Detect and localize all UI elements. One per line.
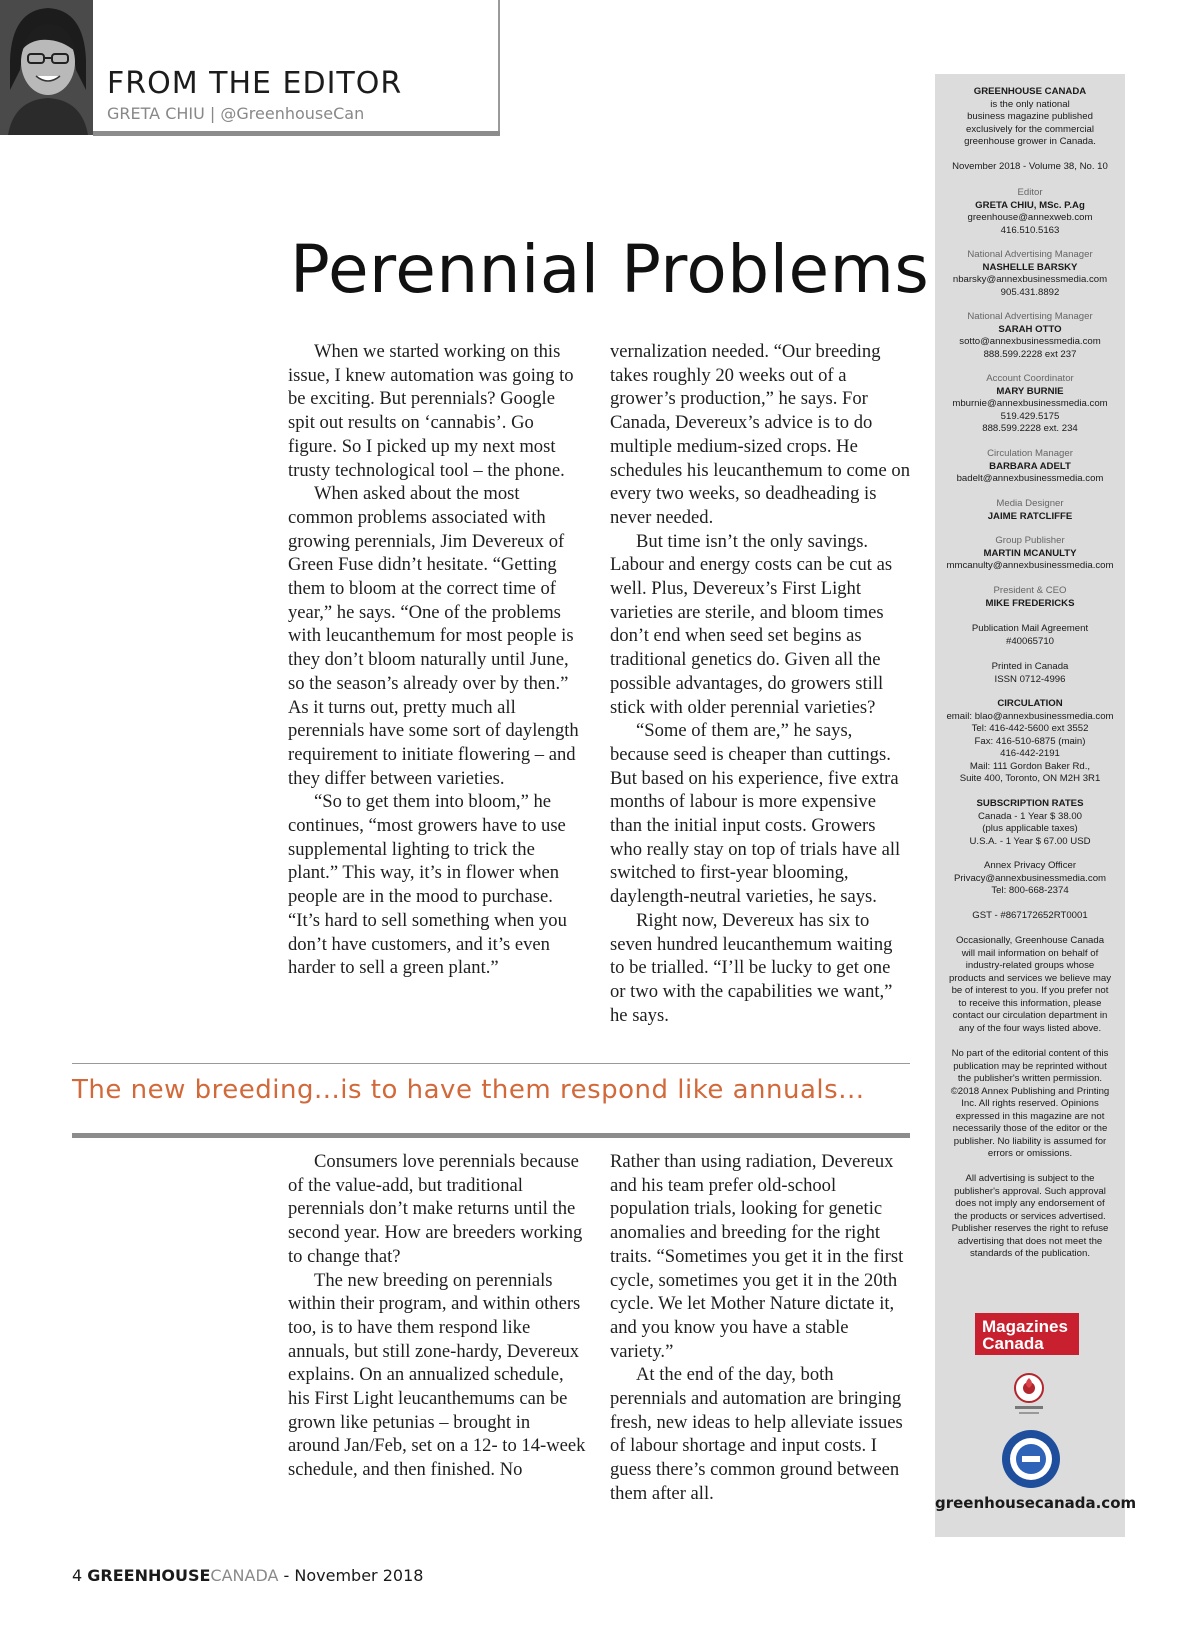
subscription-info bbox=[935, 798, 1125, 848]
pull-quote: The new breeding...is to have them respond like annuals... bbox=[72, 1075, 865, 1105]
subscription-heading: SUBSCRIPTION RATES bbox=[976, 798, 1084, 809]
staff-role: Editor bbox=[1017, 187, 1043, 198]
editor-byline: GRETA CHIU | @GreenhouseCan bbox=[107, 104, 365, 123]
masthead-line: the products or services advertised. bbox=[954, 1210, 1106, 1222]
masthead-line: Printed in Canada bbox=[991, 661, 1069, 672]
logo-text-magazines: Magazines bbox=[982, 1317, 1068, 1336]
masthead-line: Annex Privacy Officer bbox=[983, 860, 1077, 871]
masthead-line: ©2018 Annex Publishing and Printing bbox=[950, 1085, 1110, 1097]
masthead-issue: November 2018 - Volume 38, No. 10 bbox=[952, 161, 1108, 172]
staff-role: Media Designer bbox=[996, 498, 1064, 509]
masthead-line: does not imply any endorsement of bbox=[955, 1198, 1105, 1209]
masthead-line: expressed in this magazine are not bbox=[955, 1110, 1105, 1122]
page-footer bbox=[72, 1566, 423, 1585]
staff-contact: 416.510.5163 bbox=[1000, 224, 1060, 236]
article-column-4 bbox=[610, 1150, 910, 1506]
masthead-line: business magazine published bbox=[967, 111, 1093, 122]
magazines-canada-logo bbox=[975, 1313, 1085, 1357]
page-number: 4 bbox=[72, 1566, 83, 1585]
paragraph: Consumers love perennials because of the value-add, but traditional perennials don’t make returns until the second year. How are breeders working to change that? bbox=[288, 1151, 583, 1267]
paragraph: “Some of them are,” he says, because seed is cheaper than cuttings. But based on his experience, five extra months of labour is more expensive than the initial input costs. Growers who really stay on top of trials have all switched to first-year blooming, daylength-neutral varieties, he says. bbox=[610, 720, 901, 908]
staff-contact: 905.431.8892 bbox=[1000, 286, 1060, 298]
gst-number: GST - #867172652RT0001 bbox=[972, 910, 1088, 921]
mail-agreement bbox=[935, 623, 1125, 648]
paragraph: vernalization needed. “Our breeding takes roughly 20 weeks out of a grower’s production,” he says. For Canada, Devereux’s advice is to do multiple medium-sized crops. He schedules his leucanthemum to come on every two weeks, so deadheading is never needed. bbox=[610, 341, 911, 528]
masthead-line: will mail information on behalf of bbox=[961, 947, 1099, 959]
staff-contact: greenhouse@annexweb.com bbox=[967, 212, 1093, 223]
masthead-line: No part of the editorial content of this bbox=[951, 1048, 1109, 1059]
masthead-line: 416-442-2191 bbox=[1000, 748, 1060, 759]
section-title: FROM THE EDITOR bbox=[107, 66, 403, 101]
masthead-line: Publisher reserves the right to refuse bbox=[951, 1223, 1109, 1234]
staff-media-designer bbox=[935, 498, 1125, 523]
masthead-line: #40065710 bbox=[1005, 635, 1055, 647]
masthead-line: to receive this information, please bbox=[958, 997, 1102, 1009]
masthead-line: greenhouse grower in Canada. bbox=[964, 136, 1096, 147]
staff-contact: nbarsky@annexbusinessmedia.com bbox=[952, 274, 1108, 285]
masthead-line: Privacy@annexbusinessmedia.com bbox=[953, 872, 1107, 884]
masthead-magazine-name: GREENHOUSE CANADA bbox=[973, 86, 1087, 97]
staff-role: National Advertising Manager bbox=[967, 311, 1093, 322]
masthead-line: publisher's approval. Such approval bbox=[954, 1185, 1106, 1197]
masthead-line: Mail: 111 Gordon Baker Rd., bbox=[969, 760, 1091, 772]
pullquote-rule-top bbox=[72, 1063, 910, 1064]
paragraph: The new breeding on perennials within their program, and within others too, is to have them respond like annuals, but still zone-hardy, Devereux explains. On an annualized schedule, his First Light leucanthemums can be grown like petunias – brought in around Jan/Feb, set on a 12- to 14-week schedule, and then finished. No bbox=[288, 1269, 586, 1481]
circulation-info bbox=[935, 698, 1125, 786]
printed-info bbox=[935, 661, 1125, 686]
article-column-3 bbox=[288, 1150, 586, 1482]
article-column-2 bbox=[610, 340, 910, 1027]
masthead-line: industry-related groups whose bbox=[965, 960, 1095, 971]
paragraph: Rather than using radiation, Devereux and his team prefer old-school population trials, looking for genetic anomalies and breeding for the right traits. “Sometimes you get it in the first cycle, sometimes you get it in the 20th cycle. We let Mother Nature dictate it, and you know you have a stable variety.” bbox=[610, 1151, 904, 1362]
staff-contact: 519.429.5175 bbox=[1000, 410, 1060, 422]
masthead-line: Fax: 416-510-6875 (main) bbox=[974, 735, 1086, 747]
staff-contact: mburnie@annexbusinessmedia.com bbox=[952, 398, 1108, 409]
masthead-line: ISSN 0712-4996 bbox=[994, 673, 1066, 685]
staff-role: National Advertising Manager bbox=[967, 249, 1093, 260]
staff-name: MARY BURNIE bbox=[996, 385, 1064, 397]
masthead-line: the publisher's written permission. bbox=[957, 1073, 1103, 1084]
masthead-line: is the only national bbox=[990, 98, 1070, 110]
staff-role: Group Publisher bbox=[995, 535, 1065, 546]
staff-name: SARAH OTTO bbox=[998, 323, 1062, 335]
staff-name: GRETA CHIU, MSc. P.Ag bbox=[975, 199, 1085, 211]
masthead-line: U.S.A. - 1 Year $ 67.00 USD bbox=[969, 835, 1091, 847]
staff-contact: sotto@annexbusinessmedia.com bbox=[959, 336, 1101, 347]
staff-advertising-2 bbox=[935, 311, 1125, 361]
staff-name: MIKE FREDERICKS bbox=[985, 597, 1075, 609]
masthead-line: any of the four ways listed above. bbox=[958, 1022, 1102, 1034]
masthead-line: email: blao@annexbusinessmedia.com bbox=[946, 710, 1114, 722]
staff-group-publisher bbox=[935, 535, 1125, 573]
article-title: Perennial Problems bbox=[290, 231, 930, 308]
staff-account-coordinator bbox=[935, 373, 1125, 436]
staff-role: Account Coordinator bbox=[986, 373, 1074, 384]
footer-magazine-bold: GREENHOUSE bbox=[87, 1566, 211, 1585]
logo-text-canada: Canada bbox=[982, 1334, 1044, 1353]
header-rule bbox=[93, 131, 500, 136]
staff-role: Circulation Manager bbox=[987, 448, 1073, 459]
masthead-line: publisher. No liability is assumed for bbox=[953, 1135, 1107, 1147]
staff-name: BARBARA ADELT bbox=[989, 460, 1071, 472]
masthead-line: Inc. All rights reserved. Opinions bbox=[961, 1098, 1099, 1109]
masthead-line: necessarily those of the editor or the bbox=[952, 1123, 1108, 1134]
masthead-line: Publication Mail Agreement bbox=[971, 623, 1089, 634]
circulation-heading: CIRCULATION bbox=[997, 698, 1063, 709]
staff-name: MARTIN MCANULTY bbox=[983, 547, 1077, 559]
masthead-line: errors or omissions. bbox=[987, 1148, 1073, 1159]
paragraph: When asked about the most common problems associated with growing perennials, Jim Devereux of Green Fuse didn’t hesitate. “Getting them to bloom at the correct time of year,” he says. “One of the problems with leucanthemum for most people is they don’t bloom naturally until June, so the season’s already over by then.” As it turns out, pretty much all perennials have some sort of daylength requirement to initiate flowering – and they differ between varieties. bbox=[288, 483, 579, 789]
editor-photo bbox=[0, 0, 93, 135]
paragraph: But time isn’t the only savings. Labour and energy costs can be cut as well. Plus, Devereux’s First Light varieties are sterile, and bloom times don’t end when seed set begins as traditional genetics do. Given all the possible advantages, do growers still stick with older perennial varieties? bbox=[610, 530, 893, 718]
pullquote-rule-bottom bbox=[72, 1133, 910, 1138]
staff-name: NASHELLE BARSKY bbox=[982, 261, 1078, 273]
staff-president bbox=[935, 585, 1125, 610]
staff-contact: badelt@annexbusinessmedia.com bbox=[956, 473, 1104, 484]
staff-circulation-manager bbox=[935, 448, 1125, 486]
masthead-line: be of interest to you. If you prefer not bbox=[951, 985, 1109, 996]
masthead-intro bbox=[935, 86, 1125, 149]
paragraph: Right now, Devereux has six to seven hundred leucanthemum waiting to be trialled. “I’ll be lucky to get one or two with the capabilities we want,” he says. bbox=[610, 909, 893, 1026]
staff-contact: mmcanulty@annexbusinessmedia.com bbox=[946, 560, 1114, 571]
masthead-line: Tel: 800-668-2374 bbox=[991, 885, 1069, 896]
staff-contact: 888.599.2228 ext. 234 bbox=[982, 423, 1078, 434]
privacy-info bbox=[935, 860, 1125, 898]
mailing-notice bbox=[935, 935, 1125, 1035]
staff-contact: 888.599.2228 ext 237 bbox=[983, 348, 1077, 360]
staff-advertising-1 bbox=[935, 249, 1125, 299]
advertising-notice bbox=[935, 1173, 1125, 1261]
masthead-line: Occasionally, Greenhouse Canada bbox=[955, 935, 1105, 946]
article-column-1 bbox=[288, 340, 586, 980]
footer-date: - November 2018 bbox=[283, 1566, 424, 1585]
staff-editor bbox=[935, 187, 1125, 237]
masthead-line: Suite 400, Toronto, ON M2H 3R1 bbox=[959, 773, 1101, 784]
masthead-line: contact our circulation department in bbox=[952, 1010, 1108, 1021]
masthead-line: exclusively for the commercial bbox=[966, 123, 1094, 135]
flowers-canada-seal bbox=[1009, 1372, 1049, 1422]
masthead-line: products and services we believe may bbox=[948, 972, 1112, 984]
paragraph: At the end of the day, both perennials and automation are bringing fresh, new ideas to help alleviate issues of labour shortage and input costs. I guess there’s common ground between them after all. bbox=[610, 1364, 903, 1504]
paragraph: “So to get them into bloom,” he continues, “most growers have to use supplemental lighting to trick the plant.” This way, it’s in flower when people are in the mood to purchase. “It’s hard to sell something when you don’t have customers, and it’s even harder to sell a green plant.” bbox=[288, 791, 567, 979]
masthead-line: (plus applicable taxes) bbox=[982, 823, 1078, 834]
circulation-compliance-seal bbox=[1000, 1428, 1062, 1490]
staff-role: President & CEO bbox=[993, 585, 1067, 596]
copyright-notice bbox=[935, 1048, 1125, 1161]
masthead-line: advertising that does not meet the bbox=[957, 1235, 1103, 1247]
website-link[interactable]: greenhousecanada.com bbox=[935, 1494, 1137, 1512]
masthead-line: Canada - 1 Year $ 38.00 bbox=[977, 810, 1083, 822]
paragraph: When we started working on this issue, I knew automation was going to be exciting. But perennials? Google spit out results on ‘cannabis’. Go figure. So I picked up my next most trusty technological tool – the phone. bbox=[288, 341, 574, 481]
footer-magazine-light: CANADA bbox=[210, 1566, 279, 1585]
editor-portrait bbox=[0, 0, 93, 135]
masthead-line: Tel: 416-442-5600 ext 3552 bbox=[971, 723, 1089, 734]
staff-name: JAIME RATCLIFFE bbox=[987, 510, 1073, 522]
masthead-line: All advertising is subject to the bbox=[965, 1173, 1095, 1184]
masthead-line: publication may be reprinted without bbox=[953, 1060, 1107, 1072]
masthead-line: standards of the publication. bbox=[969, 1248, 1090, 1259]
